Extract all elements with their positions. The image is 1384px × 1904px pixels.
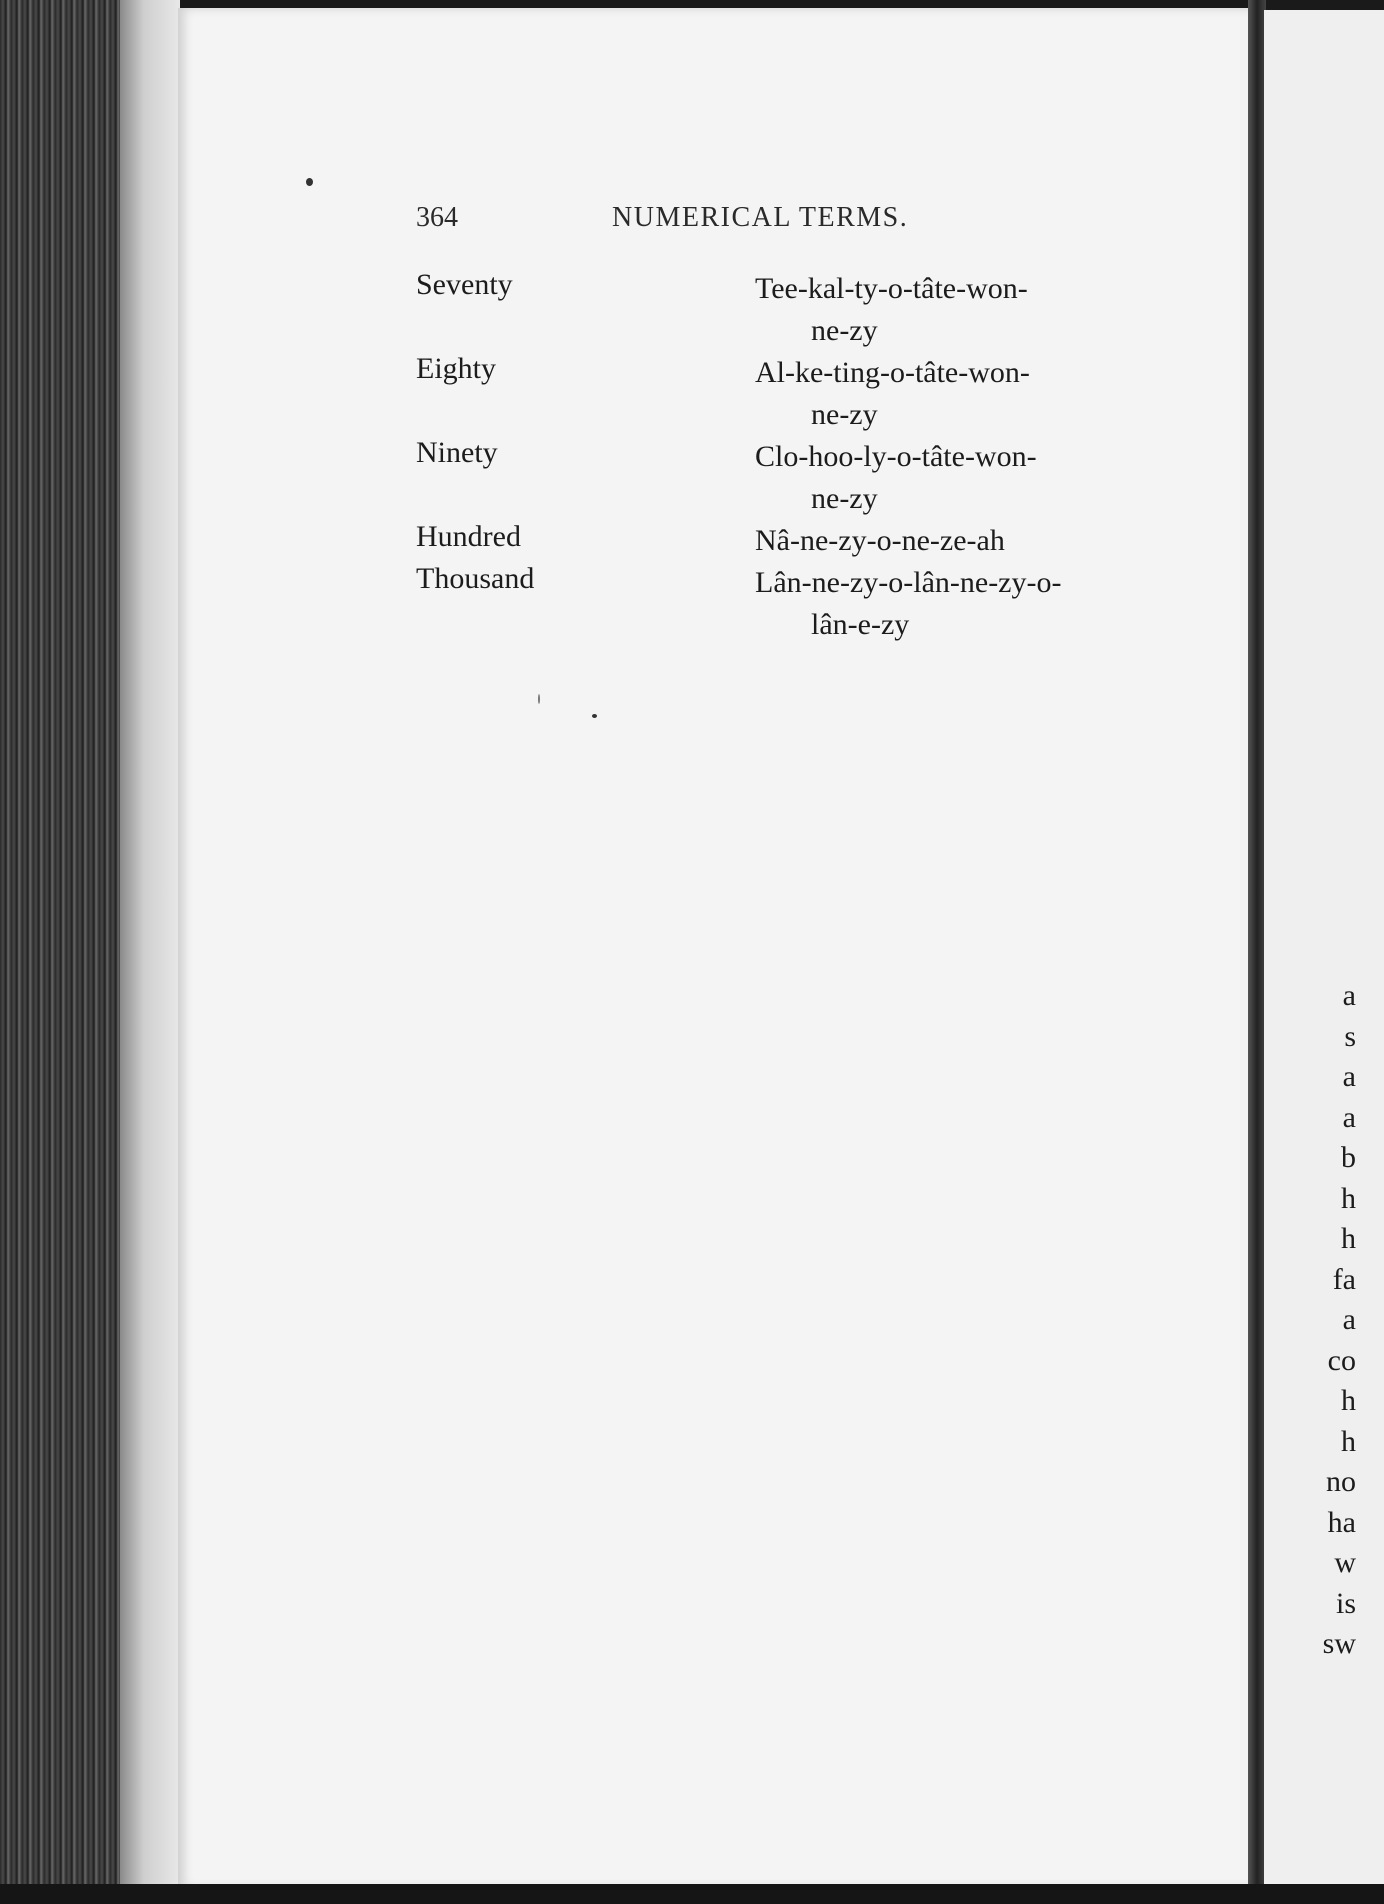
facing-page-fragment: h	[1341, 1424, 1356, 1458]
running-head: NUMERICAL TERMS.	[612, 202, 909, 233]
term-native	[755, 562, 1176, 646]
term-native	[755, 268, 1176, 352]
term-native	[755, 436, 1176, 520]
facing-page-fragment: sw	[1322, 1627, 1356, 1660]
facing-page-fragment: b	[1341, 1141, 1356, 1174]
term-native-line: Nâ-ne-zy-o-ne-ze-ah	[755, 524, 1005, 557]
page-number: 364	[416, 202, 458, 233]
facing-page-fragment: a	[1342, 1060, 1356, 1093]
term-english: Thousand	[416, 562, 535, 595]
facing-page-fragment: h	[1341, 1181, 1356, 1215]
term-row	[416, 268, 1176, 352]
term-native-line: Clo-hoo-ly-o-tâte-won-	[755, 440, 1037, 473]
term-row	[416, 562, 1176, 646]
term-native-line: ne-zy	[811, 398, 878, 431]
term-row	[416, 352, 1176, 436]
facing-page-fragment: a	[1342, 1303, 1356, 1336]
term-english: Seventy	[416, 268, 513, 301]
facing-page-fragment: a	[1342, 1100, 1356, 1134]
term-english: Ninety	[416, 436, 498, 469]
numerical-terms-list	[416, 268, 1176, 646]
term-native-line: ne-zy	[811, 482, 878, 515]
term-native	[755, 520, 1176, 562]
book-page-edges	[0, 0, 180, 1904]
facing-page-fragment: fa	[1332, 1262, 1356, 1296]
facing-page-fragment: a	[1342, 979, 1356, 1012]
term-native-line: Tee-kal-ty-o-tâte-won-	[755, 272, 1028, 305]
term-native-line: lân-e-zy	[811, 608, 910, 641]
term-english: Eighty	[416, 352, 496, 385]
term-english: Hundred	[416, 520, 521, 553]
ink-speck	[306, 178, 313, 186]
term-row	[416, 436, 1176, 520]
facing-page-fragment: co	[1327, 1343, 1356, 1377]
facing-page-fragment: h	[1341, 1222, 1356, 1255]
bottom-shadow	[0, 1884, 1384, 1904]
facing-page-fragment: ha	[1327, 1505, 1356, 1539]
facing-page-text	[1306, 976, 1356, 1665]
ink-speck	[538, 694, 540, 704]
term-native-line: Al-ke-ting-o-tâte-won-	[755, 356, 1030, 389]
term-native	[755, 352, 1176, 436]
ink-speck	[592, 714, 597, 718]
facing-page-fragment: h	[1341, 1384, 1356, 1417]
term-native-line: ne-zy	[811, 314, 878, 347]
term-row	[416, 520, 1176, 562]
facing-page-fragment: s	[1344, 1019, 1356, 1053]
term-native-line: Lân-ne-zy-o-lân-ne-zy-o-	[755, 566, 1062, 599]
facing-page-fragment: no	[1326, 1465, 1356, 1498]
facing-page-fragment: is	[1335, 1586, 1356, 1620]
facing-page-fragment: w	[1334, 1546, 1356, 1579]
